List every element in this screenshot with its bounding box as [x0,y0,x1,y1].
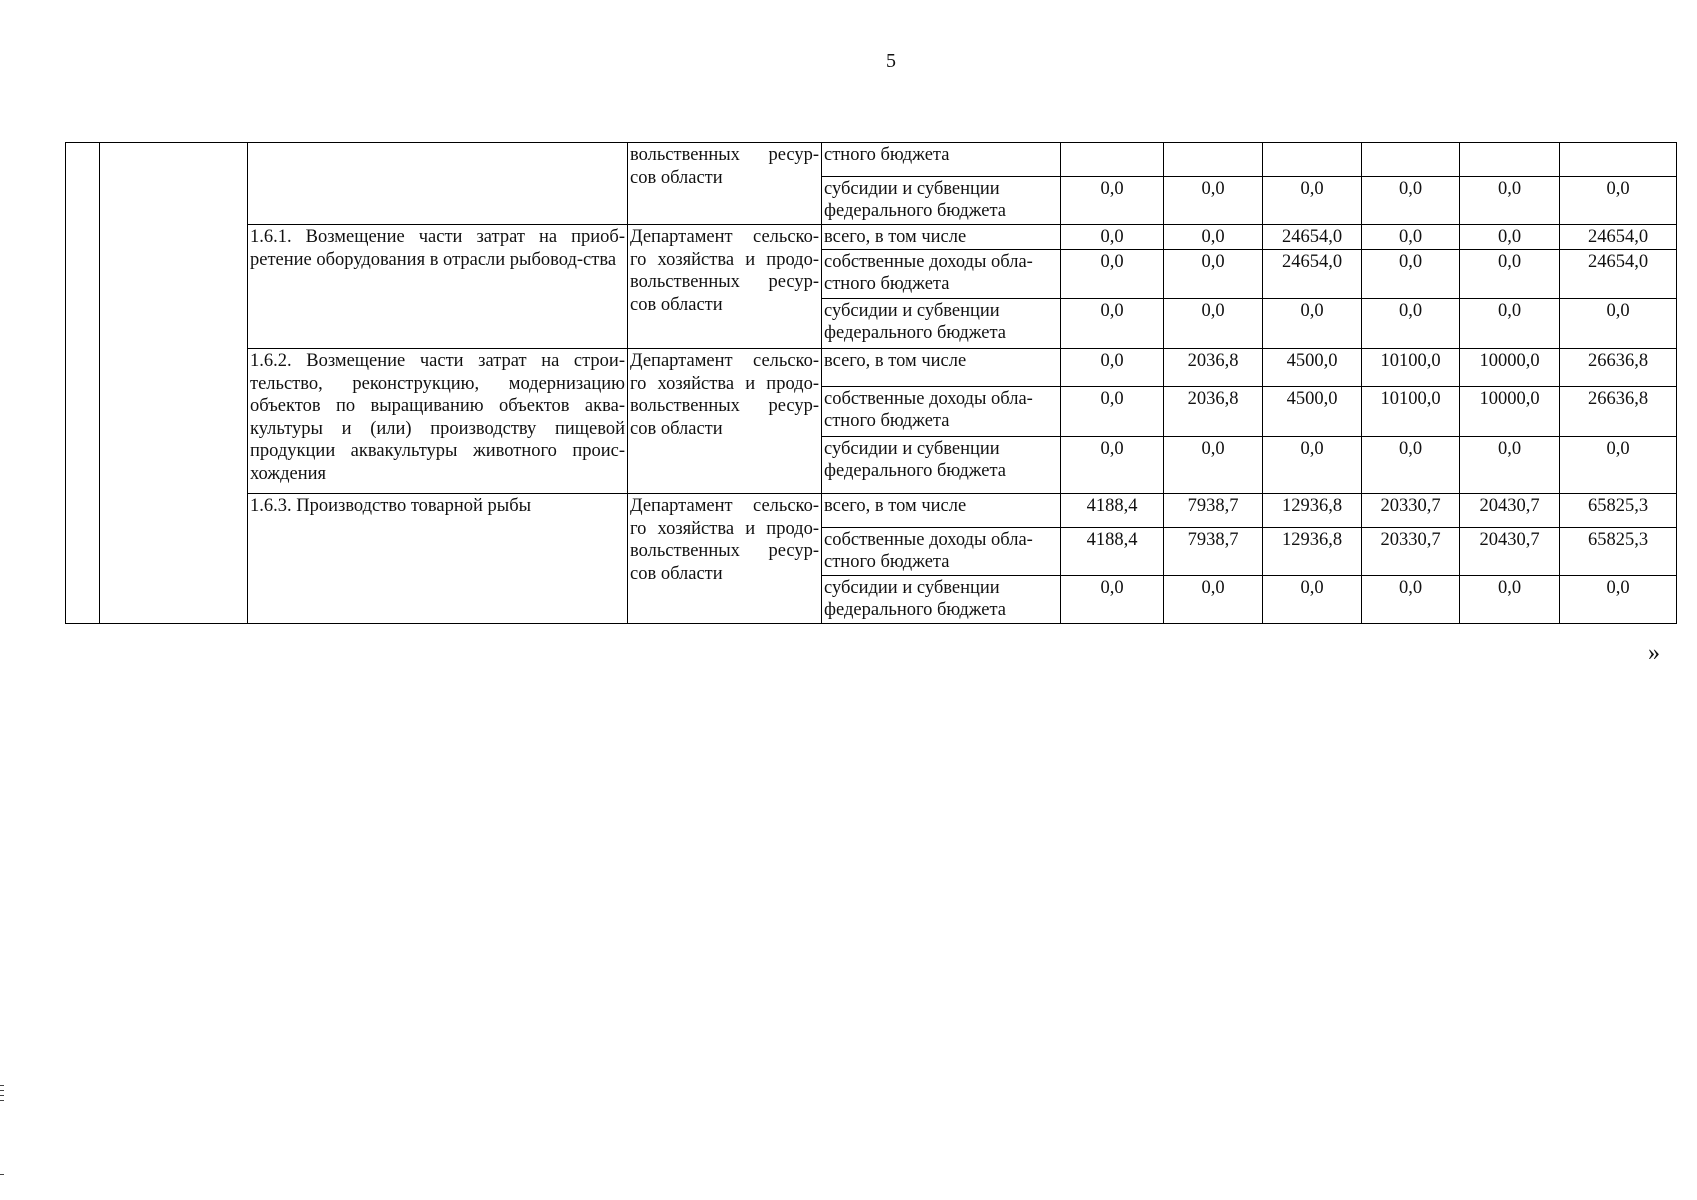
funding-value: 0,0 [1164,250,1263,299]
budget-table-body [66,143,1677,624]
funding-value: 24654,0 [1263,225,1362,250]
funding-value: 0,0 [1164,437,1263,494]
table-row [66,349,1677,387]
funding-value: 10000,0 [1460,387,1560,437]
funding-value: 20330,7 [1362,528,1460,576]
funding-value: 0,0 [1164,576,1263,624]
index-column-cell [66,143,100,624]
funding-value [1460,143,1560,177]
funding-source: собственные доходы обла-стного бюджета [822,528,1061,576]
responsible-department: вольственных ресур-сов области [628,143,822,225]
margin-tick [0,1085,4,1086]
funding-value: 2036,8 [1164,387,1263,437]
funding-value: 0,0 [1460,250,1560,299]
funding-value: 4188,4 [1061,528,1164,576]
funding-value: 4500,0 [1263,349,1362,387]
funding-value: 0,0 [1263,576,1362,624]
funding-value: 20430,7 [1460,528,1560,576]
funding-value: 0,0 [1263,177,1362,225]
funding-value: 0,0 [1362,576,1460,624]
margin-tick [0,1090,4,1091]
funding-value: 0,0 [1164,225,1263,250]
responsible-department: Департамент сельско-го хозяйства и продо-вольственных ресур-сов области [628,494,822,624]
funding-value: 10000,0 [1460,349,1560,387]
funding-source: собственные доходы обла-стного бюджета [822,387,1061,437]
table-row [66,494,1677,528]
funding-value: 4500,0 [1263,387,1362,437]
funding-value: 7938,7 [1164,528,1263,576]
funding-source: субсидии и субвенции федерального бюджета [822,177,1061,225]
funding-value: 12936,8 [1263,528,1362,576]
funding-value: 0,0 [1362,225,1460,250]
funding-value: 20330,7 [1362,494,1460,528]
margin-tick [0,1100,4,1101]
funding-source: собственные доходы обла-стного бюджета [822,250,1061,299]
funding-value: 0,0 [1460,576,1560,624]
funding-value: 24654,0 [1560,225,1677,250]
funding-value: 0,0 [1164,177,1263,225]
funding-value: 20430,7 [1460,494,1560,528]
funding-value: 26636,8 [1560,387,1677,437]
funding-value: 0,0 [1560,437,1677,494]
measure-description [248,143,628,225]
funding-value: 0,0 [1061,387,1164,437]
funding-value: 0,0 [1164,299,1263,349]
funding-value [1061,143,1164,177]
funding-source: всего, в том числе [822,494,1061,528]
measure-description: 1.6.3. Производство товарной рыбы [248,494,628,624]
measure-description: 1.6.2. Возмещение части затрат на строи-тельство, реконструкцию, модернизацию объектов по выращиванию объектов аква-культуры и (или) производству пищевой продукции аквакультуры животного проис-хождения [248,349,628,494]
responsible-department: Департамент сельско-го хозяйства и продо-вольственных ресур-сов области [628,349,822,494]
funding-value: 0,0 [1061,177,1164,225]
funding-value: 0,0 [1362,299,1460,349]
funding-value: 0,0 [1263,437,1362,494]
page-number: 5 [886,50,896,72]
budget-table [65,142,1677,624]
funding-value: 26636,8 [1560,349,1677,387]
funding-source: субсидии и субвенции федерального бюджета [822,437,1061,494]
funding-value [1263,143,1362,177]
funding-source: субсидии и субвенции федерального бюджета [822,299,1061,349]
funding-value: 0,0 [1460,177,1560,225]
funding-source: всего, в том числе [822,349,1061,387]
funding-value: 12936,8 [1263,494,1362,528]
funding-value: 0,0 [1061,576,1164,624]
funding-value: 2036,8 [1164,349,1263,387]
funding-value: 0,0 [1560,299,1677,349]
funding-value: 24654,0 [1263,250,1362,299]
funding-source: всего, в том числе [822,225,1061,250]
responsible-department: Департамент сельско-го хозяйства и продо-вольственных ресур-сов области [628,225,822,349]
table-row [66,143,1677,177]
funding-value: 0,0 [1460,437,1560,494]
funding-value: 0,0 [1061,250,1164,299]
funding-value: 65825,3 [1560,494,1677,528]
funding-source: стного бюджета [822,143,1061,177]
funding-value: 10100,0 [1362,349,1460,387]
funding-value: 0,0 [1061,437,1164,494]
funding-value: 10100,0 [1362,387,1460,437]
table-row [66,225,1677,250]
funding-value [1164,143,1263,177]
funding-value: 65825,3 [1560,528,1677,576]
funding-value: 0,0 [1061,349,1164,387]
funding-value: 0,0 [1362,437,1460,494]
funding-value: 0,0 [1560,576,1677,624]
funding-value: 0,0 [1263,299,1362,349]
funding-value: 0,0 [1460,225,1560,250]
funding-value [1362,143,1460,177]
funding-value: 0,0 [1362,250,1460,299]
program-column-cell [100,143,248,624]
funding-value: 0,0 [1460,299,1560,349]
closing-quote-mark: » [1648,640,1660,666]
funding-value [1560,143,1677,177]
funding-value: 7938,7 [1164,494,1263,528]
measure-description: 1.6.1. Возмещение части затрат на приоб-ретение оборудования в отрасли рыбовод-ства [248,225,628,349]
margin-tick [0,1174,4,1175]
funding-value: 0,0 [1061,225,1164,250]
funding-value: 0,0 [1560,177,1677,225]
funding-source: субсидии и субвенции федерального бюджета [822,576,1061,624]
margin-tick [0,1095,4,1096]
funding-value: 24654,0 [1560,250,1677,299]
funding-value: 0,0 [1061,299,1164,349]
funding-value: 4188,4 [1061,494,1164,528]
funding-value: 0,0 [1362,177,1460,225]
